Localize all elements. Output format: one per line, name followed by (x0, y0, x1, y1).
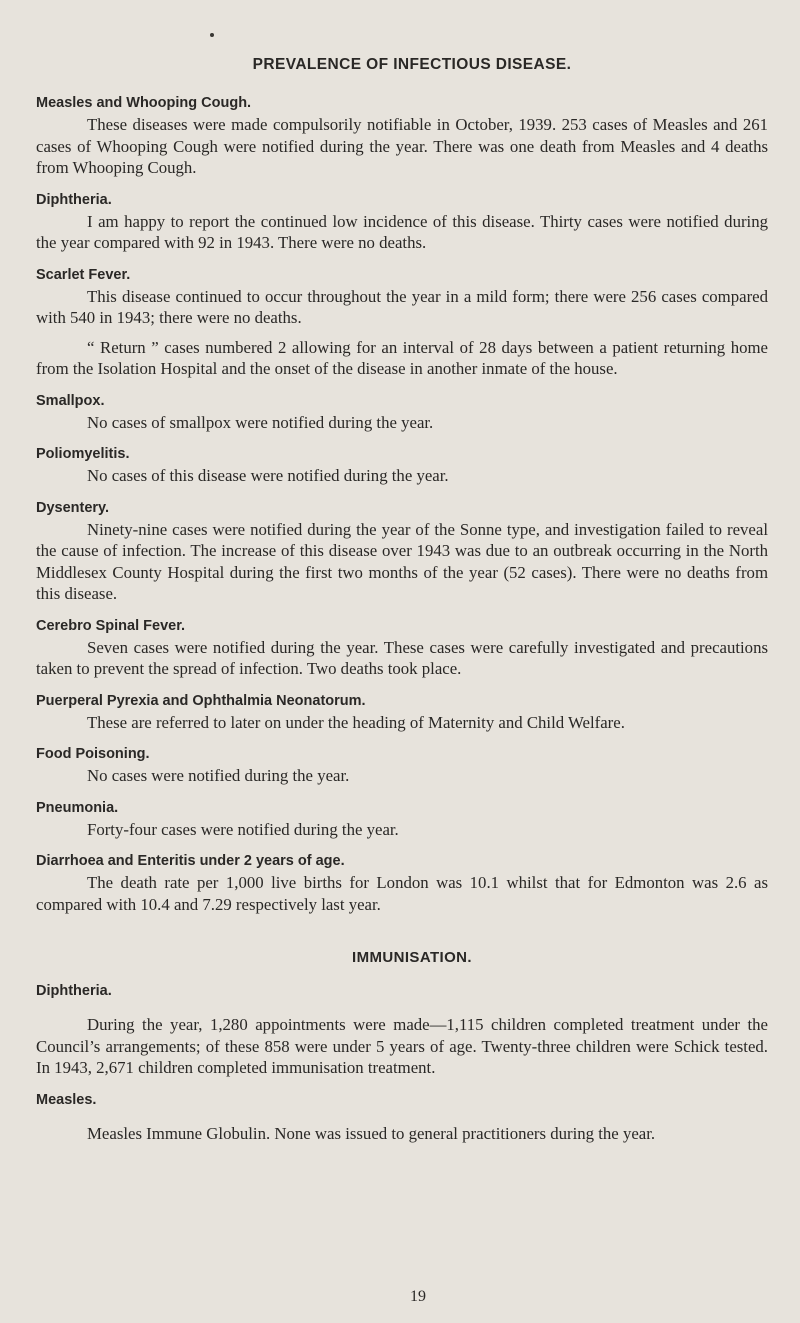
disease-sections (36, 94, 768, 915)
section-pneumonia (36, 799, 768, 841)
section-heading: Scarlet Fever. (36, 266, 131, 283)
section-heading: Diphtheria. (36, 983, 112, 999)
paragraph: No cases were notified during the year. (87, 766, 350, 785)
section-heading: Food Poisoning. (36, 746, 150, 762)
paragraph: No cases of this disease were notified during the year. (87, 466, 449, 485)
paragraph: These diseases were made compulsorily notifiable in October, 1939. 253 cases of Measles and 261 cases of Whooping Cough were notified during the year. There was one death from Measles and 4 deaths from Whooping Cough. (36, 115, 768, 177)
paragraph: No cases of smallpox were notified during the year. (87, 412, 434, 432)
paragraph: These are referred to later on under the heading of Maternity and Child Welfare. (87, 712, 625, 732)
section-dysentery (36, 499, 768, 605)
section-smallpox (36, 392, 768, 434)
paragraph: I am happy to report the continued low incidence of this disease. Thirty cases were notified during the year compared with 92 in 1943. There were no deaths. (36, 211, 768, 252)
section-heading: Cerebro Spinal Fever. (36, 617, 186, 634)
section-heading: Pneumonia. (36, 799, 119, 816)
section-heading: Smallpox. (36, 392, 105, 409)
paragraph: This disease continued to occur throughout the year in a mild form; there were 256 cases compared with 540 in 1943; there were no deaths. (36, 286, 768, 327)
section-heading: Measles and Whooping Cough. (36, 95, 252, 111)
section-measles-whooping-cough (36, 94, 768, 179)
section-heading: Measles. (36, 1091, 97, 1108)
paragraph: Forty-four cases were notified during the year. (87, 819, 399, 839)
immunisation-sections (36, 982, 768, 1144)
paragraph: Measles Immune Globulin. None was issued to general practitioners during the year. (87, 1123, 656, 1143)
section-heading: Diphtheria. (36, 191, 112, 208)
paragraph: The death rate per 1,000 live births for London was 10.1 whilst that for Edmonton was 2.6 as compared with 10.4 and 7.29 respectively last year. (36, 873, 768, 914)
section-food-poisoning (36, 745, 768, 787)
section-heading: Puerperal Pyrexia and Ophthalmia Neonatorum. (36, 692, 366, 709)
section-diphtheria (36, 191, 768, 254)
section-scarlet-fever (36, 266, 768, 380)
paragraph: “ Return ” cases numbered 2 allowing for an interval of 28 days between a patient returning home from the Isolation Hospital and the onset of the disease in another inmate of the house. (36, 337, 768, 378)
page-title: PREVALENCE OF INFECTIOUS DISEASE. (252, 56, 572, 73)
section-poliomyelitis (36, 445, 768, 487)
print-mark (210, 33, 214, 37)
immunisation-title: IMMUNISATION. (352, 949, 472, 966)
section-cerebro-spinal-fever (36, 617, 768, 680)
paragraph: During the year, 1,280 appointments were made—1,115 children completed treatment under the Council’s arrangements; of these 858 were under 5 years of age. Twenty-three children were Schick tested. In 1943, 2,671 children completed immunisation treatment. (36, 1015, 768, 1077)
page-number: 19 (410, 1288, 426, 1305)
paragraph: Ninety-nine cases were notified during the year of the Sonne type, and investigation failed to reveal the cause of infection. The increase of this disease over 1943 was due to an outbreak occurring in the North Middlesex County Hospital during the first two months of the year (52 cases). There were no deaths from this disease. (36, 519, 768, 603)
section-heading: Dysentery. (36, 499, 110, 516)
section-immunisation-diphtheria (36, 982, 768, 1079)
section-heading: Poliomyelitis. (36, 446, 130, 462)
section-immunisation-measles (36, 1091, 768, 1145)
section-diarrhoea-enteritis (36, 852, 768, 915)
section-heading: Diarrhoea and Enteritis under 2 years of age. (36, 853, 345, 869)
paragraph: Seven cases were notified during the year. These cases were carefully investigated and precautions taken to prevent the spread of infection. Two deaths took place. (36, 637, 768, 678)
section-puerperal-pyrexia (36, 692, 768, 734)
